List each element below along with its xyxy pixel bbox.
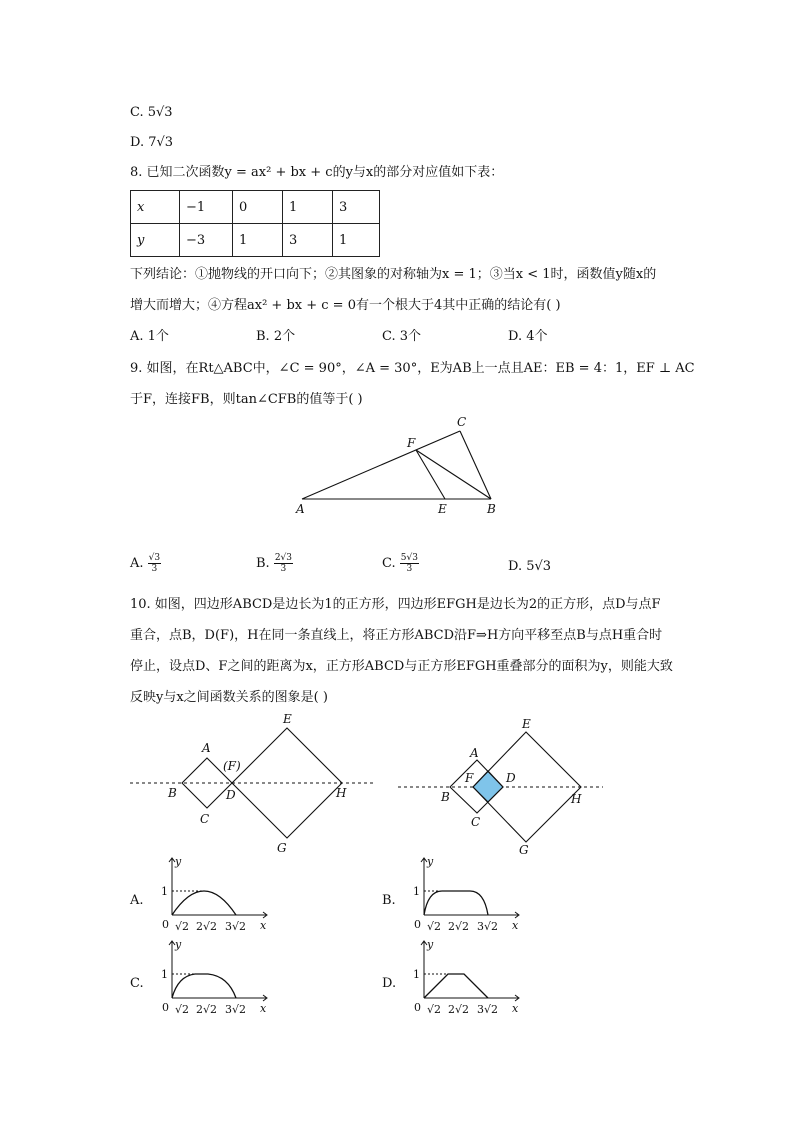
graph-curve [424, 974, 488, 998]
tick-sqrt2: √2 [427, 920, 442, 933]
q9-option-c [382, 553, 419, 574]
segment-ac [302, 431, 460, 499]
point-label-g: G [519, 843, 529, 855]
point-label-b: B [168, 786, 177, 800]
tick-2sqrt2: 2√2 [196, 920, 218, 933]
tick-label-1: 1 [413, 968, 420, 981]
option-letter: A. [130, 556, 144, 571]
segment-fe [416, 450, 445, 499]
q8-line1: 下列结论：①抛物线的开口向下；②其图象的对称轴为x = 1；③当x < 1时，函数值y随x的 [130, 267, 657, 282]
point-label-b: B [487, 502, 496, 516]
fraction-numerator: 2√3 [274, 553, 293, 563]
graph-curve [424, 891, 488, 915]
fraction-numerator: 5√3 [400, 553, 418, 563]
table-row [131, 224, 380, 257]
fraction [148, 553, 161, 574]
table-row [131, 191, 380, 224]
q8-value-table [130, 190, 380, 257]
tick-3sqrt2: 3√2 [225, 1003, 247, 1016]
origin-label: 0 [414, 918, 421, 931]
point-label-f: F [407, 436, 416, 450]
q8-stem: 8. 已知二次函数y = ax² + bx + c的y与x的部分对应值如下表： [130, 165, 504, 180]
tick-label-1: 1 [161, 885, 168, 898]
y-axis-label: y [175, 938, 182, 951]
point-label-e: E [283, 712, 292, 726]
point-label-d: D [506, 771, 516, 785]
fraction [400, 553, 419, 574]
point-label-b: B [441, 790, 450, 804]
point-label-a: A [470, 746, 479, 760]
point-label-f: (F) [223, 759, 241, 773]
point-label-h: H [571, 792, 582, 806]
point-label-d: D [226, 788, 236, 802]
point-label-c: C [471, 815, 481, 829]
y-axis-label: y [427, 938, 434, 951]
tick-sqrt2: √2 [175, 920, 190, 933]
point-label-c: C [457, 415, 467, 429]
table-cell: x [131, 191, 180, 224]
q10-option-a-letter: A. [130, 893, 144, 908]
q10-option-d-letter: D. [382, 976, 397, 991]
point-label-h: H [336, 786, 347, 800]
x-axis-label: x [512, 919, 519, 932]
q10-option-b-letter: B. [382, 893, 396, 908]
q10-line4: 反映y与x之间函数关系的图象是( ) [130, 690, 328, 705]
point-label-g: G [277, 841, 287, 855]
overlap-region [473, 771, 503, 802]
q10-line2: 重合，点B，D(F)，H在同一条直线上，将正方形ABCD沿F⇒H方向平移至点B与点H重合时 [130, 628, 663, 643]
y-axis-label: y [175, 855, 182, 868]
table-cell: −3 [180, 224, 233, 257]
q8-option-b: B. 2个 [256, 329, 296, 344]
q8-line2: 增大而增大；④方程ax² + bx + c = 0有一个根大于4其中正确的结论有( ) [130, 298, 561, 313]
table-cell: 1 [333, 224, 380, 257]
q8-option-d: D. 4个 [508, 329, 548, 344]
fraction-numerator: √3 [148, 553, 161, 563]
point-label-c: C [200, 812, 210, 826]
point-label-a: A [202, 741, 211, 755]
table-cell: 3 [283, 224, 333, 257]
q10-graph-d [402, 936, 527, 1016]
table-cell: −1 [180, 191, 233, 224]
option-value: 5√3 [526, 559, 552, 574]
table-cell: 0 [233, 191, 283, 224]
q9-option-d [508, 558, 551, 576]
q8-option-a: A. 1个 [130, 329, 169, 344]
fraction-denominator: 3 [406, 564, 413, 574]
fraction [274, 553, 293, 574]
q10-graph-c [150, 936, 275, 1016]
q7-option-c: C. 5√3 [130, 105, 173, 120]
table-cell: y [131, 224, 180, 257]
origin-label: 0 [162, 1001, 169, 1014]
x-axis-label: x [260, 1002, 267, 1015]
q10-figure-right [395, 712, 607, 855]
q10-option-c-letter: C. [130, 976, 144, 991]
tick-label-1: 1 [161, 968, 168, 981]
q9-line2: 于F，连接FB，则tan∠CFB的值等于( ) [130, 392, 363, 407]
fraction-denominator: 3 [151, 564, 158, 574]
origin-label: 0 [162, 918, 169, 931]
q8-option-c: C. 3个 [382, 329, 422, 344]
tick-2sqrt2: 2√2 [196, 1003, 218, 1016]
point-label-e: E [438, 502, 447, 516]
tick-2sqrt2: 2√2 [448, 920, 470, 933]
point-label-f: F [465, 771, 474, 785]
table-cell: 1 [283, 191, 333, 224]
fraction-denominator: 3 [280, 564, 287, 574]
y-axis-label: y [427, 855, 434, 868]
q9-option-a [130, 553, 161, 574]
x-axis-label: x [512, 1002, 519, 1015]
tick-2sqrt2: 2√2 [448, 1003, 470, 1016]
graph-curve [172, 891, 236, 915]
graph-curve [172, 974, 236, 998]
point-label-a: A [296, 502, 305, 516]
tick-sqrt2: √2 [427, 1003, 442, 1016]
q10-graph-b [402, 853, 527, 933]
q10-graph-a [150, 853, 275, 933]
option-letter: D. [508, 559, 523, 574]
q10-line3: 停止，设点D、F之间的距离为x，正方形ABCD与正方形EFGH重叠部分的面积为y，则能大致 [130, 659, 673, 674]
q9-line1: 9. 如图，在Rt△ABC中，∠C = 90°，∠A = 30°，E为AB上一点且AE：EB = 4：1，EF ⊥ AC [130, 361, 695, 376]
table-cell: 3 [333, 191, 380, 224]
option-letter: C. [382, 556, 396, 571]
q10-figure-left [125, 712, 380, 855]
q7-option-d: D. 7√3 [130, 135, 174, 150]
tick-sqrt2: √2 [175, 1003, 190, 1016]
option-letter: B. [256, 556, 270, 571]
q9-option-b [256, 553, 293, 574]
point-label-e: E [522, 717, 531, 731]
tick-3sqrt2: 3√2 [225, 920, 247, 933]
table-cell: 1 [233, 224, 283, 257]
q10-line1: 10. 如图，四边形ABCD是边长为1的正方形，四边形EFGH是边长为2的正方形，点D与点F [130, 597, 661, 612]
x-axis-label: x [260, 919, 267, 932]
tick-3sqrt2: 3√2 [477, 920, 499, 933]
origin-label: 0 [414, 1001, 421, 1014]
q9-triangle-figure [290, 410, 510, 520]
tick-label-1: 1 [413, 885, 420, 898]
tick-3sqrt2: 3√2 [477, 1003, 499, 1016]
